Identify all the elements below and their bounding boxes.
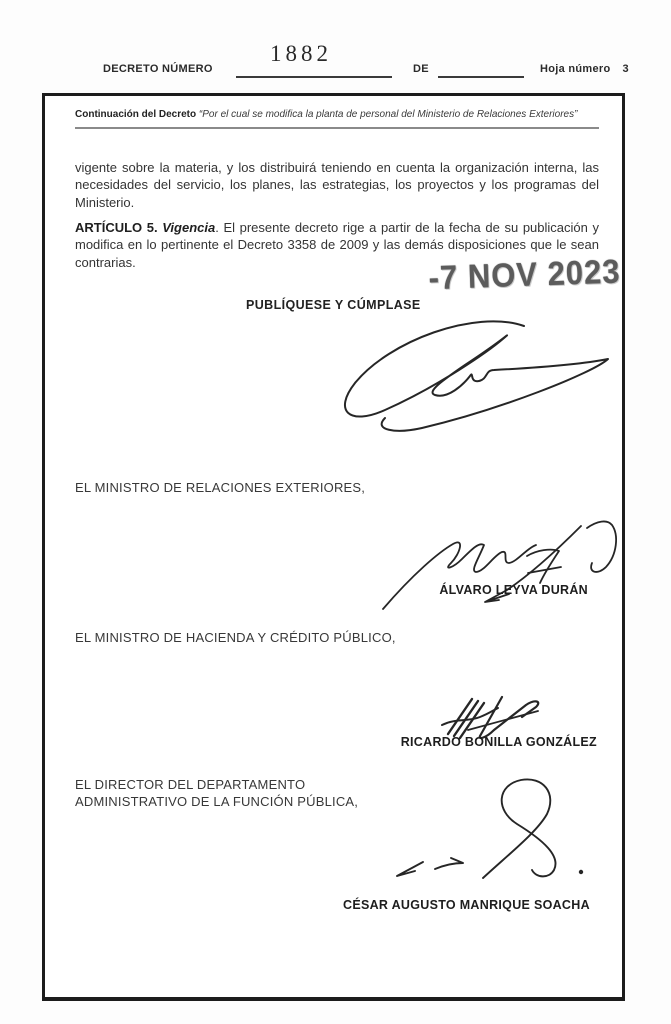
- signature-alvaro-leyva: [327, 309, 617, 439]
- director-title-line1: EL DIRECTOR DEL DEPARTAMENTO: [75, 777, 306, 792]
- article-title: Vigencia: [162, 220, 216, 235]
- signature-stroke: [438, 694, 556, 740]
- continuation-header: [75, 109, 599, 129]
- signature-manrique-scribble: [385, 772, 595, 890]
- paragraph-distribution: vigente sobre la materia, y los distribuirá teniendo en cuenta la organización interna, las necesidades del servicio, los planes, las estrategias, los proyectos y los programas del Ministerio.: [75, 160, 599, 210]
- signature-bonilla-scribble: [438, 694, 556, 740]
- de-label: DE: [413, 63, 429, 75]
- sheet-number: [540, 63, 629, 75]
- director-title-line2: ADMINISTRATIVO DE LA FUNCIÓN PÚBLICA,: [75, 793, 359, 809]
- signature-stroke: [385, 772, 595, 890]
- decree-number-label: DECRETO NÚMERO: [103, 63, 213, 75]
- signatory-title-foreign-minister: EL MINISTRO DE RELACIONES EXTERIORES,: [75, 480, 366, 495]
- signatory-name-bonilla: RICARDO BONILLA GONZÁLEZ: [400, 735, 597, 749]
- decree-body-frame: [42, 93, 625, 1001]
- decree-number-blank-line: [236, 62, 392, 78]
- article-label: ARTÍCULO 5.: [75, 220, 163, 235]
- continuation-prefix: Continuación del Decreto: [75, 109, 199, 120]
- signatory-title-director: [75, 777, 358, 810]
- signatory-name-leyva: ÁLVARO LEYVA DURÁN: [439, 583, 588, 597]
- signatory-name-manrique: CÉSAR AUGUSTO MANRIQUE SOACHA: [343, 898, 590, 912]
- year-blank-line: [438, 62, 524, 78]
- signature-stroke: [327, 309, 617, 439]
- publish-order-line: PUBLÍQUESE Y CÚMPLASE: [246, 298, 421, 312]
- article-text: . El presente decreto rige a partir de la fecha de su publicación y modifica en lo pertinente el Decreto 3358 de 2009 y las demás disposiciones que le sean contrarias.: [75, 220, 599, 270]
- continuation-quote: “Por el cual se modifica la planta de personal del Ministerio de Relaciones Exteriores”: [198, 109, 578, 120]
- date-stamp: -7 NOV 2023: [428, 252, 622, 297]
- decree-number-value: 1882: [270, 41, 332, 66]
- sheet-number-value: 3: [622, 63, 629, 75]
- sheet-number-label: Hoja número: [540, 63, 611, 75]
- signatory-title-finance-minister: EL MINISTRO DE HACIENDA Y CRÉDITO PÚBLICO,: [75, 630, 396, 645]
